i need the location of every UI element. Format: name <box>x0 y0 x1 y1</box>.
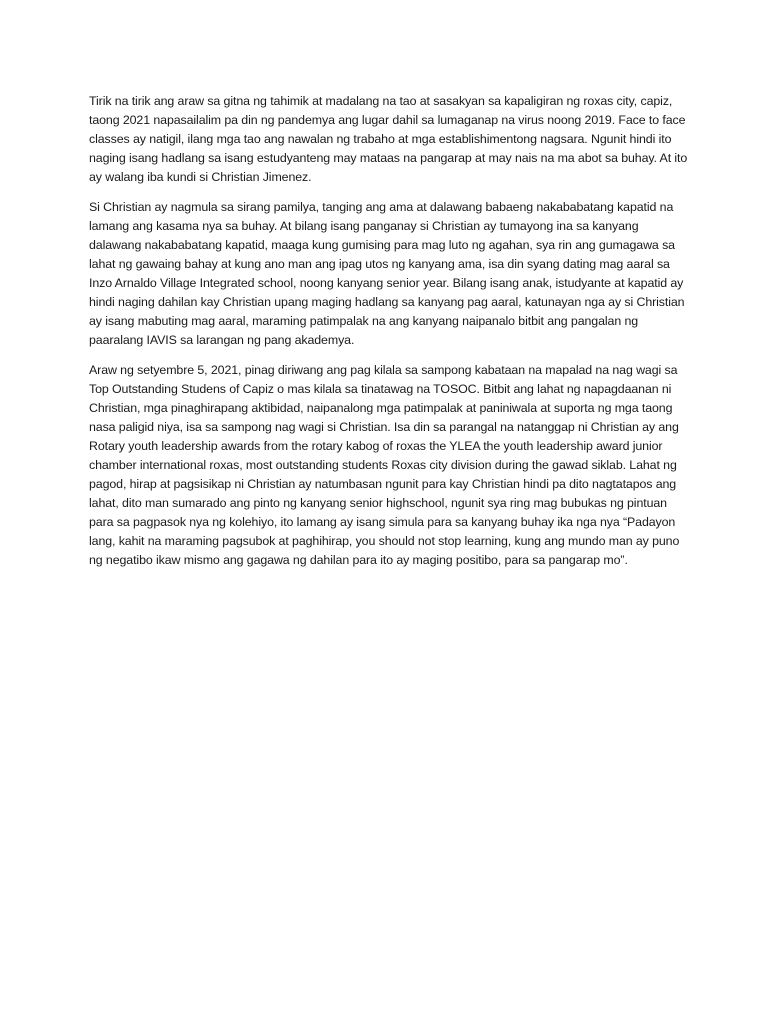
paragraph-3: Araw ng setyembre 5, 2021, pinag diriwang ang pag kilala sa sampong kabataan na mapalad na nag wagi sa Top Outstanding Studens of Capiz o mas kilala sa tinatawag na TOSOC. Bitbit ang lahat ng napagdaanan ni Christian, mga pinaghirapang aktibidad, naipanalong mga patimpalak at paniniwala at suporta ng mga taong nasa paligid niya, isa sa sampong nag wagi si Christian. Isa din sa parangal na natanggap ni Christian ay ang Rotary youth leadership awards from the rotary kabog of roxas the YLEA the youth leadership award junior chamber international roxas, most outstanding students Roxas city division during the gawad siklab. Lahat ng pagod, hirap at pagsisikap ni Christian ay natumbasan ngunit para kay Christian hindi pa dito nagtatapos ang lahat, dito man sumarado ang pinto ng kanyang senior highschool, ngunit sya ring mag bubukas ng pintuan para sa pagpasok nya ng kolehiyo, ito lamang ay isang simula para sa kanyang buhay ika nga nya “Padayon lang, kahit na maraming pagsubok at paghihirap, you should not stop learning, kung ang mundo man ay puno ng negatibo ikaw mismo ang gagawa ng dahilan para ito ay maging positibo, para sa pangarap mo”. <box>89 363 680 567</box>
paragraph-1: Tirik na tirik ang araw sa gitna ng tahimik at madalang na tao at sasakyan sa kapaligiran ng roxas city, capiz, taong 2021 napasailalim pa din ng pandemya ang lugar dahil sa lumaganap na virus noong 2019. Face to face classes ay natigil, ilang mga tao ang nawalan ng trabaho at mga establishimentong nagsara. Ngunit hindi ito naging isang hadlang sa isang estudyanteng may mataas na pangarap at may nais na ma abot sa buhay. At ito ay walang iba kundi si Christian Jimenez. <box>89 94 688 184</box>
paragraph-2: Si Christian ay nagmula sa sirang pamilya, tanging ang ama at dalawang babaeng nakababatang kapatid na lamang ang kasama nya sa buhay. At bilang isang panganay si Christian ay tumayong ina sa kanyang dalawang nakababatang kapatid, maaga kung gumising para mag luto ng agahan, sya rin ang gumagawa sa lahat ng gawaing bahay at kung ano man ang ipag utos ng kanyang ama, isa din syang dating mag aaral sa Inzo Arnaldo Village Integrated school, noong kanyang senior year. Bilang isang anak, istudyante at kapatid ay hindi naging dahilan kay Christian upang maging hadlang sa kanyang pag aaral, katunayan nga ay si Christian ay isang mabuting mag aaral, maraming patimpalak na ang kanyang naipanalo bitbit ang pangalan ng paaralang IAVIS sa larangan ng pang akademya. <box>89 200 685 347</box>
document-body <box>89 92 689 581</box>
